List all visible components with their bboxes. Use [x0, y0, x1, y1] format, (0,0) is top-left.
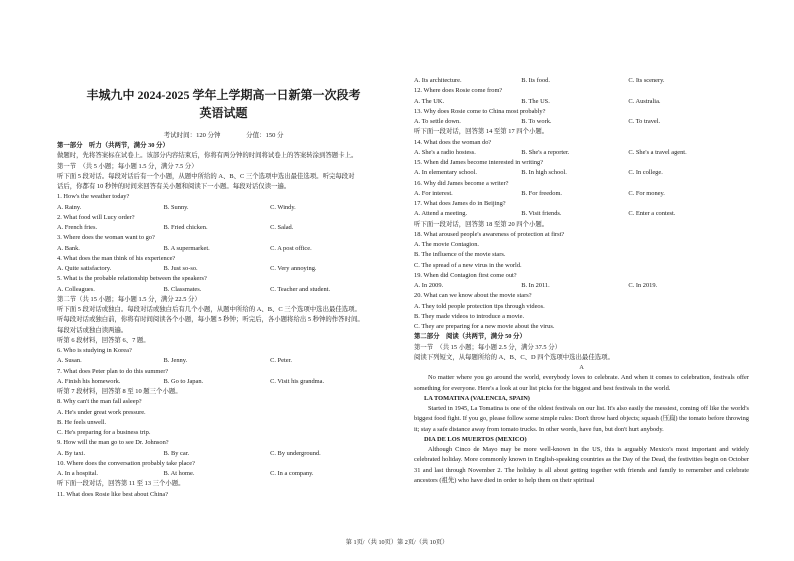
option-a: A. The movie Contagion. [414, 241, 480, 248]
material-note: 听第 7 段材料，回答第 8 至 10 题三个小题。 [57, 388, 182, 395]
option-c: C. In a company. [270, 470, 314, 477]
question-20: 20. What can we know about the movie stars? [414, 292, 532, 300]
exam-time: 考试时间：120 分钟 [163, 132, 221, 139]
option-c: C. In college. [628, 169, 663, 177]
question-6: 6. Who is studying in Korea? [57, 347, 132, 354]
option-b: B. Go to Japan. [163, 377, 204, 385]
option-b: B. A supermarket. [163, 244, 210, 252]
option-a: A. Rainy. [57, 203, 82, 211]
question-6-options [57, 356, 390, 366]
option-c: C. Peter. [270, 357, 292, 365]
option-a: A. In a hospital. [57, 470, 98, 477]
part-heading: 第二部分 阅读（共两节，满分 50 分） [414, 333, 526, 341]
option-a: A. He's under great work pressure. [57, 408, 146, 416]
option-b: B. For freedom. [521, 189, 563, 197]
question-7: 7. What does Peter plan to do this summer? [57, 367, 169, 375]
question-13: 13. Why does Rosie come to China most probably? [414, 107, 546, 115]
question-4: 4. What does the man think of his experience? [57, 254, 176, 262]
section-heading: 第二节（共 15 小题；每小题 1.5 分，满分 22.5 分） [57, 295, 201, 303]
option-b: B. Classmates. [163, 285, 202, 293]
passage-paragraph: No matter where you go around the world, everybody loves to celebrate. And when it comes to celebration, festivals offer something for everyone. Here's a look at our list picks for the biggest and best festivals in the world. [414, 374, 749, 392]
question-5-options [57, 285, 390, 295]
option-a: A. Its architecture. [414, 77, 462, 84]
question-19-options [414, 281, 749, 291]
question-10: 10. Where does the conversation probably take place? [57, 459, 195, 467]
question-9-options [57, 449, 390, 459]
option-c: C. They are preparing for a new movie about the virus. [414, 323, 555, 330]
page-footer: 第 1页/（共 10页）第 2页/（共 10页） [345, 539, 449, 546]
option-c: C. The spread of a new virus in the world. [414, 261, 522, 269]
question-12-options [414, 97, 749, 107]
option-b: B. To work. [521, 118, 552, 125]
material-note: 听下面一段对话，回答第 11 至 13 三个小题。 [57, 480, 185, 488]
option-c: C. Salad. [270, 224, 294, 231]
question-2-options [57, 223, 390, 233]
option-c: C. Its scenery. [628, 77, 665, 84]
question-8: 8. Why can't the man fall asleep? [57, 398, 142, 406]
question-3-options [57, 244, 390, 254]
question-19: 19. When did Contagion first come out? [414, 271, 517, 279]
option-a: A. Colleagues. [57, 285, 95, 293]
option-b: B. Sunny. [163, 203, 189, 211]
passage-label: A [579, 364, 584, 371]
option-b: B. The US. [521, 97, 550, 105]
part-heading: 第一部分 听力（共两节，满分 30 分） [57, 142, 169, 149]
material-note: 听下面一段对话，回答第 18 至第 20 四个小题。 [414, 220, 549, 228]
question-16-options [414, 189, 749, 199]
option-a: A. The UK. [414, 97, 445, 105]
option-a: A. Attend a meeting. [414, 210, 468, 218]
option-c: C. Windy. [270, 203, 296, 211]
passage-paragraph: Although Cinco de Mayo may be more well-known in the US, this is arguably Mexico's most important and widely celebrated holiday. More commonly known in English-speaking countries as the Day of the Dead, the festivities begin on October 31 and last through November 2. The holiday is all about getting together with friends and family to remember and celebrate ancestors (祖先) who have died in order to help them on their spiritual [414, 446, 749, 484]
question-13-options [414, 117, 749, 127]
exam-title: 丰城九中 2024-2025 学年上学期高一日新第一次段考 [86, 88, 361, 102]
question-14: 14. What does the woman do? [414, 138, 492, 146]
instruction: 话后，你都有 10 秒钟的时间来回答有关小题和阅读下一小题。每段对话仅读一遍。 [57, 183, 291, 190]
option-c: C. He's preparing for a business trip. [57, 429, 151, 436]
instruction: 听下面 5 段对话或独白。每段对话或独白后有几个小题，从题中所给的 A、B、C 三个选项中选出最佳选项。 [57, 306, 361, 313]
left-column [57, 141, 390, 500]
question-17-options [414, 209, 749, 219]
question-11: 11. What does Rosie like best about China? [57, 490, 169, 498]
instruction: 听每段对话或独白前，你将有时间阅读各个小题，每小题 5 秒钟；听完后，各小题将给出 5 秒钟的作答时间。 [57, 316, 364, 324]
option-a: A. For interest. [414, 189, 453, 197]
exam-meta [57, 130, 390, 139]
question-15-options [414, 168, 749, 178]
question-1-options [57, 203, 390, 213]
question-12: 12. Where does Rosie come from? [414, 87, 503, 95]
question-5: 5. What is the probable relationship between the speakers? [57, 275, 207, 283]
option-a: A. To settle down. [414, 118, 461, 125]
option-a: A. French fries. [57, 224, 98, 231]
question-1: 1. How's the weather today? [57, 193, 130, 201]
option-a: A. Bank. [57, 244, 80, 252]
option-b: B. Its food. [521, 77, 550, 84]
section-heading: 第一节 （共 15 小题；每小题 2.5 分，满分 37.5 分） [414, 343, 561, 351]
option-c: C. Enter a contest. [628, 210, 676, 218]
question-3: 3. Where does the woman want to go? [57, 234, 155, 242]
option-b: B. She's a reporter. [521, 148, 570, 156]
option-b: B. He feels unwell. [57, 418, 107, 426]
question-14-options [414, 148, 749, 158]
exam-subtitle: 英语试题 [199, 106, 248, 120]
question-18: 18. What aroused people's awareness of protection at first? [414, 230, 565, 238]
option-b: B. They made videos to introduce a movie. [414, 312, 525, 320]
option-b: B. Jenny. [163, 357, 188, 365]
passage-heading: LA TOMATINA (VALENCIA, SPAIN) [424, 394, 530, 402]
option-c: C. She's a travel agent. [628, 148, 687, 156]
option-a: A. By taxi. [57, 449, 86, 457]
question-10-options [57, 469, 390, 479]
instruction: 听下面 5 段对话。每段对话后有一个小题，从题中所给的 A、B、C 三个选项中选出最佳选项。听完每段对 [57, 172, 355, 180]
question-2: 2. What food will Lucy order? [57, 213, 135, 221]
option-a: A. Quite satisfactory. [57, 265, 112, 272]
question-11-options [414, 76, 749, 86]
option-c: C. In 2019. [628, 282, 658, 289]
question-9: 9. How will the man go to see Dr. Johnson? [57, 439, 169, 447]
question-16: 16. Why did James become a writer? [414, 179, 509, 187]
option-b: B. Visit friends. [521, 210, 562, 218]
option-a: A. Susan. [57, 357, 82, 365]
question-4-options [57, 264, 390, 274]
option-c: C. Teacher and student. [270, 285, 331, 293]
option-b: B. By car. [163, 449, 190, 457]
instruction: 每段对话或独白读两遍。 [57, 326, 128, 334]
option-b: B. In high school. [521, 169, 567, 177]
instruction: 阅读下列短文，从每题所给的 A、B、C、D 四个选项中选出最佳选项。 [414, 353, 614, 361]
option-a: A. In elementary school. [414, 169, 477, 177]
option-c: C. Australia. [628, 97, 661, 105]
option-b: B. In 2011. [521, 282, 550, 289]
option-c: C. To travel. [628, 118, 661, 125]
passage-paragraph: Started in 1945, La Tomatina is one of the oldest festivals on our list. It's also easily the messiest, coming off like the world's biggest food fight. If you go, please follow some simple rules: Don't throw hard objects; squash (压扁) the tomato before throwing it; stay a safe distance away from tomato trucks. In other words, have fun, but don't hurt anybody. [414, 405, 749, 433]
option-b: B. The influence of the movie stars. [414, 251, 506, 259]
question-15: 15. When did James become interested in writing? [414, 159, 544, 166]
instruction: 做题时，先将答案标在试卷上。该部分内容结束后，你将有两分钟的时间将试卷上的答案转涂到答题卡上。 [57, 152, 358, 160]
full-marks: 分值：150 分 [246, 132, 284, 139]
right-column [414, 76, 749, 486]
option-c: C. A post office. [270, 244, 312, 252]
option-a: A. She's a radio hostess. [414, 148, 476, 156]
option-c: C. Very annoying. [270, 265, 317, 272]
question-17: 17. What does James do in Beijing? [414, 200, 506, 207]
passage-heading: DIA DE LOS MUERTOS (MEXICO) [424, 435, 527, 443]
question-7-options [57, 377, 390, 387]
option-b: B. At home. [163, 470, 195, 477]
option-a: A. They told people protection tips through videos. [414, 302, 545, 310]
option-a: A. Finish his homework. [57, 377, 121, 385]
instruction: 听第 6 段材料，回答第 6、7 题。 [57, 336, 150, 344]
option-c: C. For money. [628, 189, 665, 197]
option-c: C. Visit his grandma. [270, 377, 325, 385]
option-b: B. Just so-so. [163, 265, 198, 272]
option-c: C. By underground. [270, 449, 321, 457]
material-note: 听下面一段对话，回答第 14 至第 17 四个小题。 [414, 128, 549, 136]
section-heading: 第一节 （共 5 小题；每小题 1.5 分，满分 7.5 分） [57, 162, 198, 170]
option-a: A. In 2009. [414, 282, 444, 289]
option-b: B. Fried chicken. [163, 224, 208, 231]
